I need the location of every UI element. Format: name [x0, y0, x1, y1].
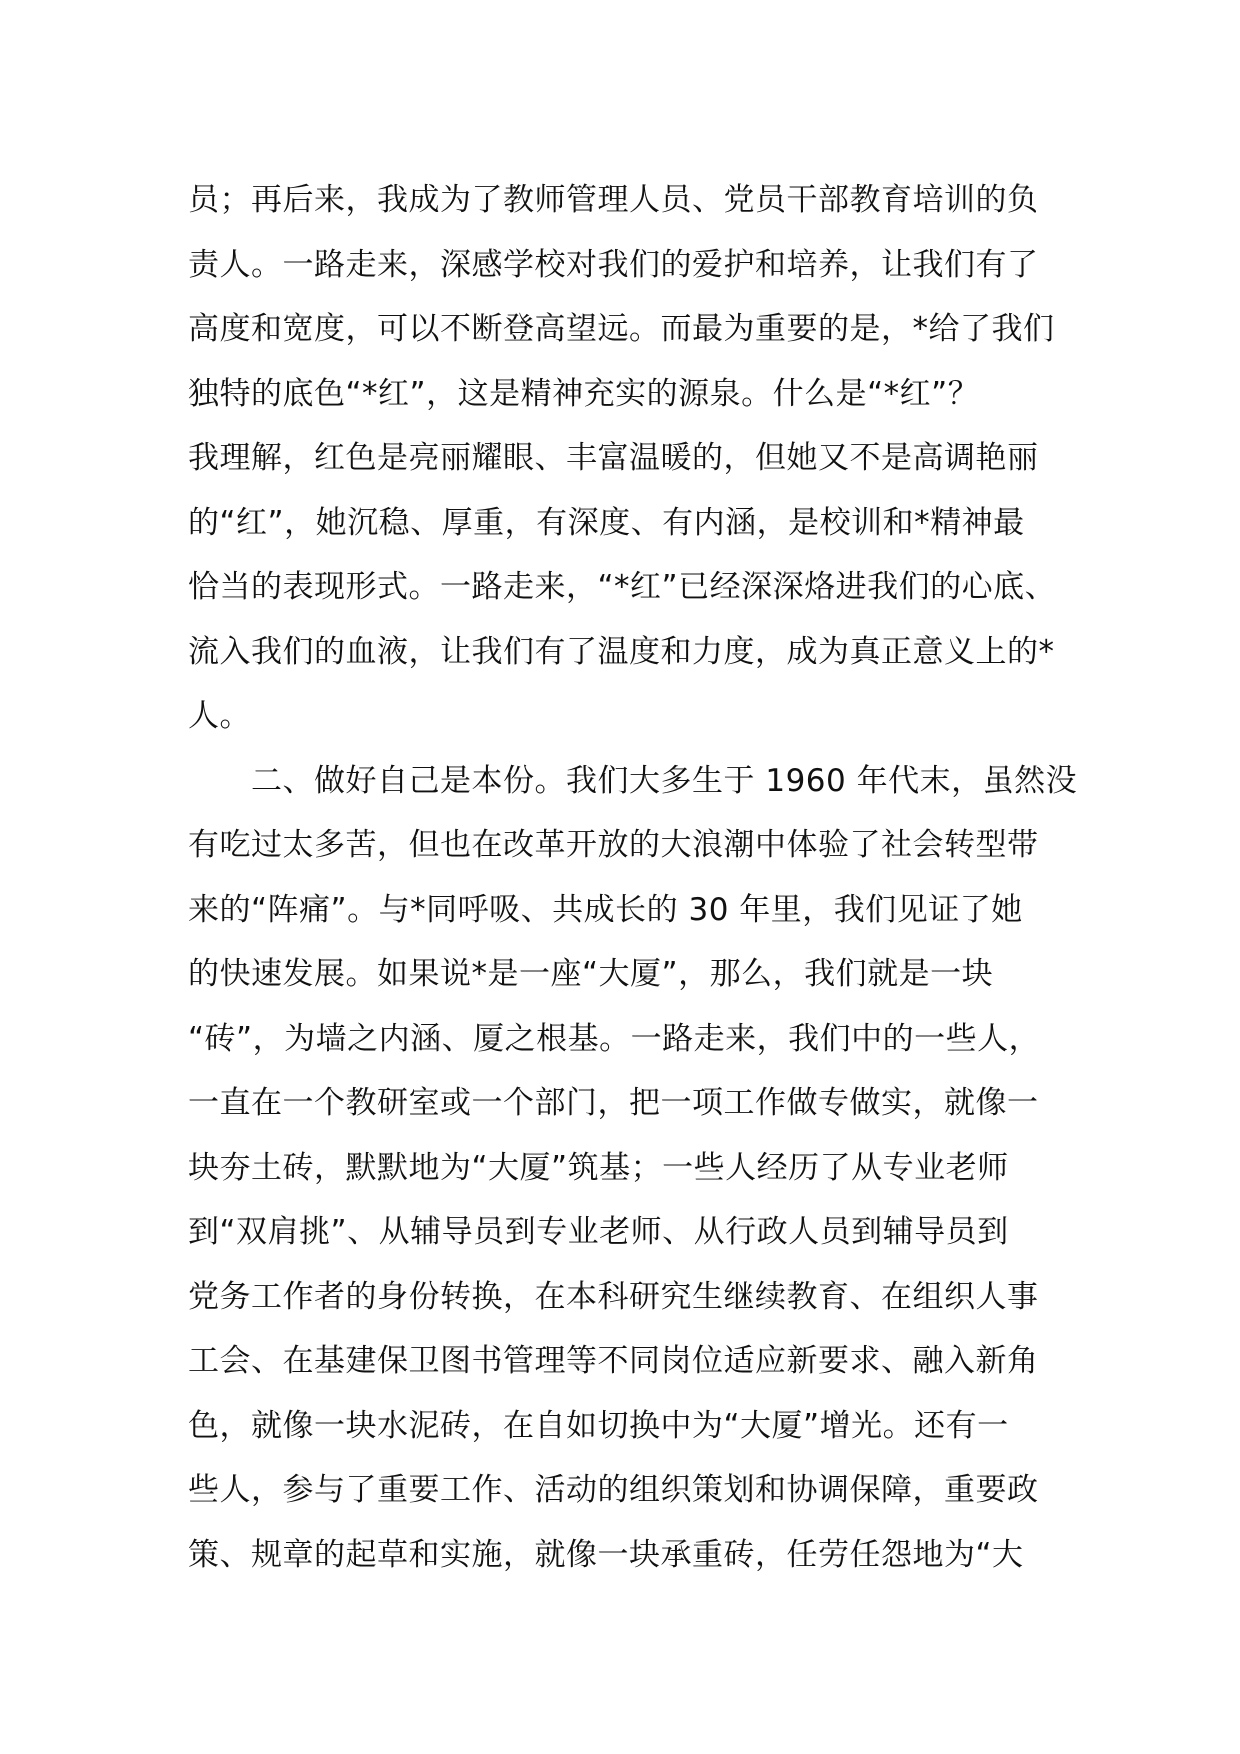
text-line: 我理解，红色是亮丽耀眼、丰富温暖的，但她又不是高调艳丽: [188, 440, 1039, 476]
text-line: 一直在一个教研室或一个部门，把一项工作做专做实，就像一: [188, 1085, 1039, 1121]
text-line: 独特的底色“*红”，这是精神充实的源泉。什么是“*红”？: [188, 375, 980, 412]
text-line: 人。: [188, 698, 251, 734]
text-line: 些人，参与了重要工作、活动的组织策划和协调保障，重要政: [188, 1472, 1039, 1508]
text-line: 的“红”，她沉稳、厚重，有深度、有内涵，是校训和*精神最: [188, 504, 1025, 541]
text-line: 策、规章的起草和实施，就像一块承重砖，任劳任怨地为“大: [188, 1536, 1024, 1573]
text-line: 的快速发展。如果说*是一座“大厦”，那么，我们就是一块: [188, 956, 994, 992]
text-line: 块夯土砖，默默地为“大厦”筑基；一些人经历了从专业老师: [188, 1149, 1009, 1186]
text-line: 责人。一路走来，深感学校对我们的爱护和培养，让我们有了: [188, 246, 1039, 283]
text-line: 来的“阵痛”。与*同呼吸、共成长的 30 年里，我们见证了她: [188, 891, 1023, 928]
text-line: 色，就像一块水泥砖，在自如切换中为“大厦”增光。还有一: [188, 1407, 1009, 1444]
text-line: 党务工作者的身份转换，在本科研究生继续教育、在组织人事: [188, 1278, 1039, 1315]
text-line: 二、做好自己是本份。我们大多生于 1960 年代末，虽然没: [188, 762, 1078, 799]
text-line: 有吃过太多苦，但也在改革开放的大浪潮中体验了社会转型带: [188, 827, 1039, 863]
text-line: 流入我们的血液，让我们有了温度和力度，成为真正意义上的*: [188, 633, 1055, 670]
text-line: 工会、在基建保卫图书管理等不同岗位适应新要求、融入新角: [188, 1343, 1039, 1379]
text-line: 员；再后来，我成为了教师管理人员、党员干部教育培训的负: [188, 182, 1039, 218]
text-line: 到“双肩挑”、从辅导员到专业老师、从行政人员到辅导员到: [188, 1214, 1009, 1250]
text-line: “砖”，为墙之内涵、厦之根基。一路走来，我们中的一些人，: [188, 1020, 1041, 1057]
text-line: 恰当的表现形式。一路走来，“*红”已经深深烙进我们的心底、: [188, 569, 1057, 605]
text-line: 高度和宽度，可以不断登高望远。而最为重要的是，*给了我们: [188, 311, 1055, 347]
body-text: [188, 168, 1088, 1587]
